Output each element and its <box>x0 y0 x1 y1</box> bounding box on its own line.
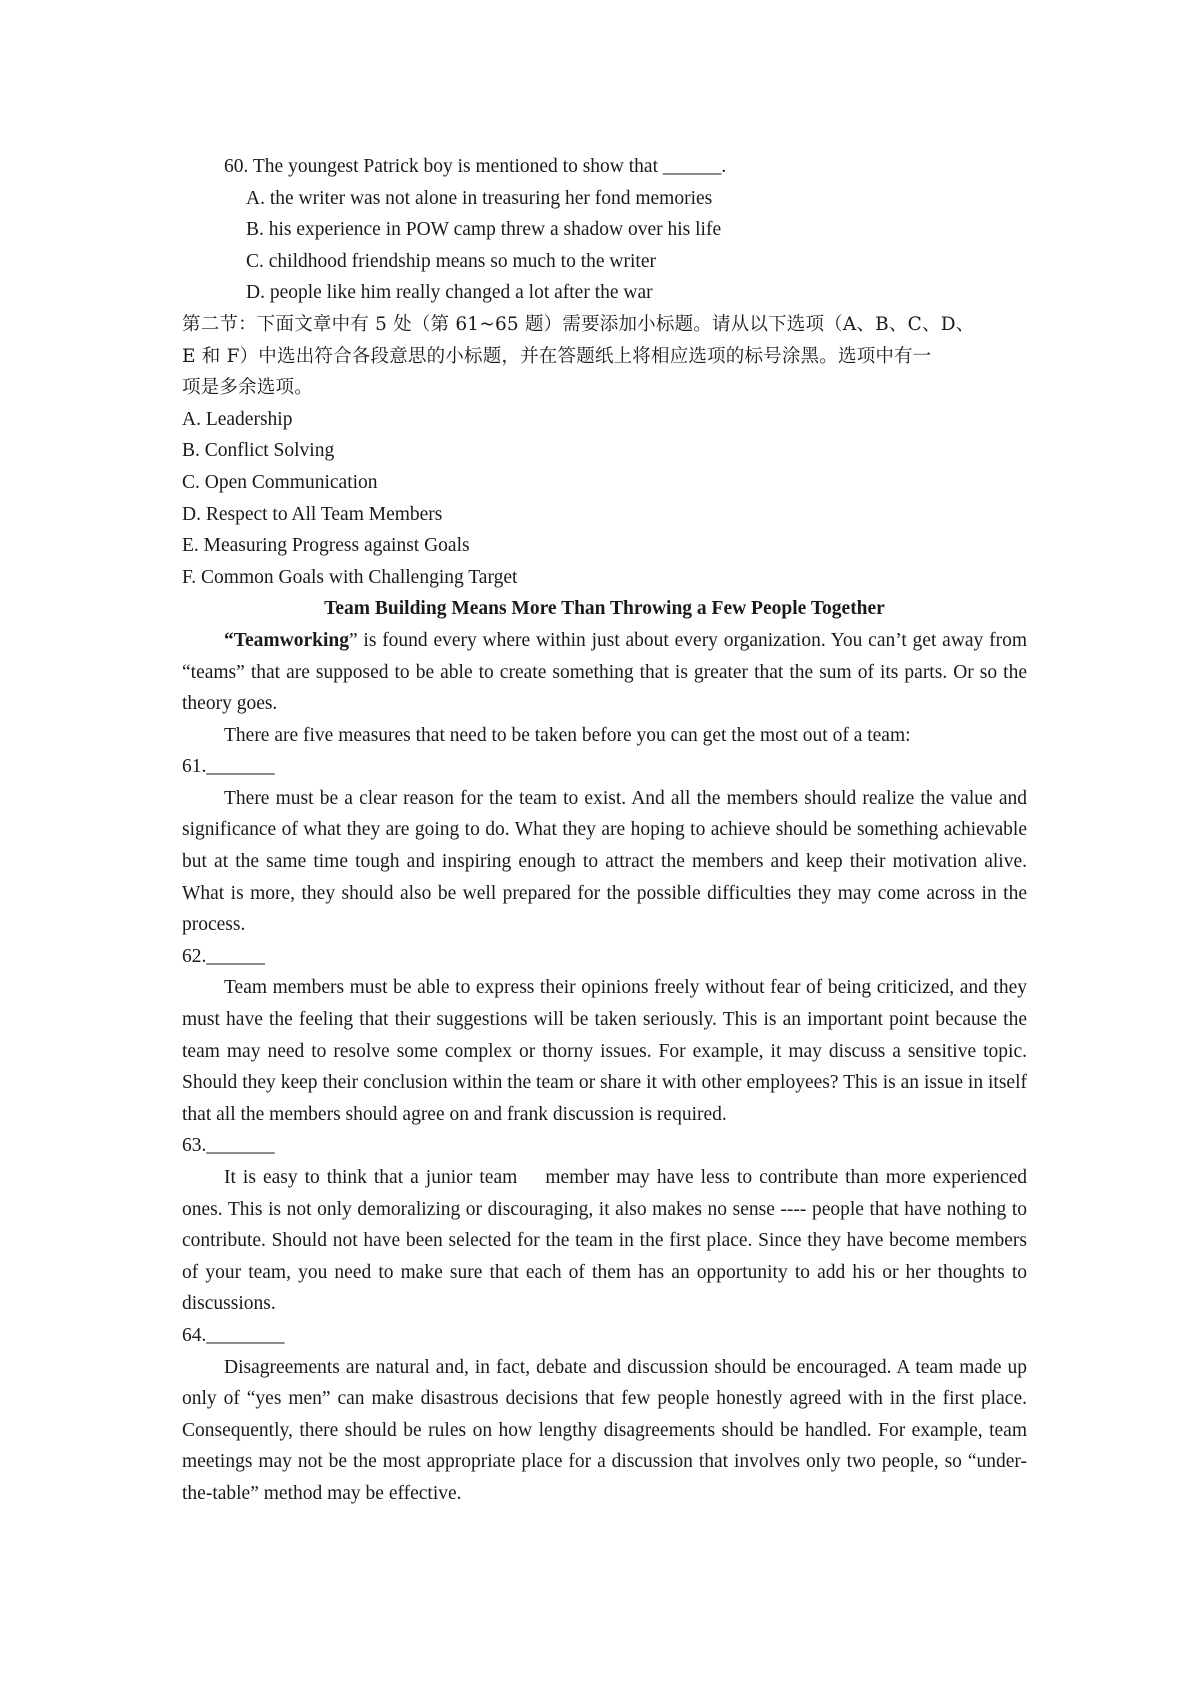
heading-option-a: A. Leadership <box>182 408 293 430</box>
question-60-option-b: B. his experience in POW camp threw a shadow over his life <box>246 219 722 241</box>
question-60-option-c: C. childhood friendship means so much to the writer <box>246 250 656 272</box>
paragraph-62: Team members must be able to express their opinions freely without fear of being criticized, and they must have the feeling that their suggestions will be taken seriously. This is an important point because the team may need to resolve some complex or thorny issues. For example, it may discuss a sensitive topic. Should they keep their conclusion within the team or share it with other employees? This is an issue in itself that all the members should agree on and frank discussion is required. <box>182 977 1027 1125</box>
section-2-instructions-line-1: 第二节：下面文章中有 5 处（第 61~65 题）需要添加小标题。请从以下选项（A、B、C、D、 <box>182 313 975 335</box>
paragraph-63: It is easy to think that a junior team member may have less to contribute than more experienced ones. This is not only demoralizing or discouraging, it also makes no sense ---- people that have nothing to contribute. Should not have been selected for the team in the first place. Since they have become members of your team, you need to make sure that each of them has an opportunity to add his or her thoughts to discussions. <box>182 1167 1032 1315</box>
heading-option-b: B. Conflict Solving <box>182 440 335 462</box>
question-60-option-a: A. the writer was not alone in treasuring her fond memories <box>246 187 713 209</box>
question-60-stem: 60. The youngest Patrick boy is mentioned to show that ______. <box>224 156 727 177</box>
intro-text: ” is found every where within just about every organization. You can’t get away from “teams” that are supposed to be able to create something that is greater that the sum of its parts. Or so the theory goes. <box>182 629 1027 715</box>
heading-option-d: D. Respect to All Team Members <box>182 503 443 525</box>
measures-paragraph: There are five measures that need to be taken before you can get the most out of a team: <box>224 724 911 746</box>
heading-option-c: C. Open Communication <box>182 471 378 493</box>
exam-page <box>182 151 1032 1510</box>
section-2-instructions-line-3: 项是多余选项。 <box>182 377 313 399</box>
heading-option-f: F. Common Goals with Challenging Target <box>182 566 518 588</box>
blank-61: 61._______ <box>182 756 275 778</box>
section-2-instructions-line-2: E 和 F）中选出符合各段意思的小标题，并在答题纸上将相应选项的标号涂黑。选项中有一 <box>182 345 932 367</box>
intro-bold-term: “Teamworking <box>224 629 349 651</box>
blank-64: 64.________ <box>182 1324 285 1346</box>
question-60-option-d: D. people like him really changed a lot after the war <box>246 282 653 304</box>
blank-62: 62.______ <box>182 945 265 967</box>
heading-option-e: E. Measuring Progress against Goals <box>182 535 470 557</box>
paragraph-61: There must be a clear reason for the team to exist. And all the members should realize the value and significance of what they are going to do. What they are hoping to achieve should be something achievable but at the same time tough and inspiring enough to attract the members and keep their motivation alive. What is more, they should also be well prepared for the possible difficulties they may come across in the process. <box>182 787 1027 936</box>
blank-63: 63._______ <box>182 1135 275 1157</box>
paragraph-64: Disagreements are natural and, in fact, debate and discussion should be encouraged. A team made up only of “yes men” can make disastrous decisions that few people honestly agreed with in the first place. Consequently, there should be rules on how lengthy disagreements should be handled. For example, team meetings may not be the most appropriate place for a discussion that involves only two people, so “under-the-table” method may be effective. <box>182 1356 1027 1504</box>
article-title: Team Building Means More Than Throwing a Few People Together <box>324 598 885 620</box>
article-intro-paragraph <box>182 625 1027 720</box>
